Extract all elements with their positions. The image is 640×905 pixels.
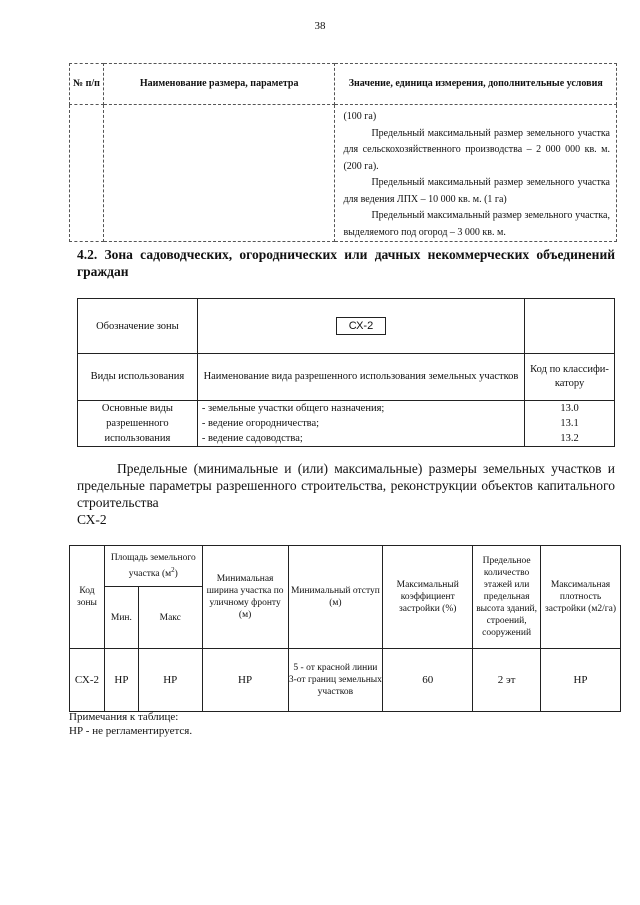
use-code: 13.0 [560, 403, 579, 414]
cell-max-density: НР [541, 649, 621, 712]
value-paragraph: Предельный максимальный размер земельного участка для сельскохозяйственного производства – 2 000 000 кв. м. (200 га). [343, 127, 610, 172]
use-name: - ведение огородничества; [201, 418, 320, 429]
zone-code-cell [197, 299, 524, 354]
parameters-table-continued [69, 63, 617, 242]
cell-zone-code: СХ-2 [70, 649, 105, 712]
cell-area-max: НР [138, 649, 202, 712]
use-name: - ведение садоводства; [201, 433, 303, 444]
limits-paragraph: Предельные (минимальные и (или) максимальные) размеры земельных участков и предельные параметры разрешенного строительства, реконструкции объектов капитального строительства [77, 461, 615, 510]
header-uses: Виды использования [78, 354, 198, 401]
row-label: Основные виды разрешенного использования [78, 401, 198, 447]
header-code: Код по классифи-катору [525, 354, 615, 401]
value-paragraph: Предельный максимальный размер земельного участка, выделяемого под огород – 3 000 кв. м. [343, 210, 610, 238]
cell-min-setback: 5 - от красной линии 3-от границ земельных участков [288, 649, 383, 712]
cell-value [335, 105, 617, 242]
zone-row [78, 299, 615, 354]
header-area-max: Макс [138, 587, 202, 649]
cell-parameter [103, 105, 335, 242]
zone-label-cell: Обозначение зоны [78, 299, 198, 354]
cell-min-width: НР [202, 649, 288, 712]
table-row [70, 105, 617, 242]
header-area: Площадь земельного участка $(м^2)$ [104, 546, 202, 587]
notes-text: НР - не регламентируется. [69, 725, 193, 737]
use-code: 13.1 [560, 418, 579, 429]
section-title: 4.2. Зона садоводческих, огороднических или дачных некоммерческих объединений граждан [77, 247, 615, 279]
use-name: - земельные участки общего назначения; [201, 403, 385, 414]
cell-max-floors: 2 эт [473, 649, 541, 712]
zone-limits-table [69, 545, 621, 712]
cell-area-min: НР [104, 649, 138, 712]
header-max-floors: Предельное количество этажей или предельная высота зданий, строений, сооружений [473, 546, 541, 649]
header-use-name: Наименование вида разрешенного использования земельных участков [197, 354, 524, 401]
use-codes [525, 401, 615, 447]
use-code: 13.2 [560, 433, 579, 444]
header-parameter-name: Наименование размера, параметра [103, 64, 335, 105]
use-names [197, 401, 524, 447]
cell-max-coverage: 60 [383, 649, 473, 712]
value-paragraph: Предельный максимальный размер земельного участка для ведения ЛПХ – 10 000 кв. м. (1 га) [343, 177, 610, 205]
page-number: 38 [314, 20, 326, 32]
header-max-coverage: Максимальный коэффициент застройки (%) [383, 546, 473, 649]
zone-uses-table [77, 298, 615, 447]
notes-title: Примечания к таблице: [69, 711, 179, 723]
zone-code-box: СХ-2 [336, 317, 386, 335]
header-area-min: Мин. [104, 587, 138, 649]
empty-cell [525, 299, 615, 354]
header-min-setback: Минимальный отступ (м) [288, 546, 383, 649]
header-max-density: Максимальная плотность застройки (м2/га) [541, 546, 621, 649]
table-header-row [78, 354, 615, 401]
value-line: (100 га) [343, 111, 377, 122]
table-header-row [70, 546, 621, 587]
zone-code-label: СХ-2 [77, 512, 107, 527]
cell-number [70, 105, 104, 242]
table-row [70, 649, 621, 712]
table-row [78, 401, 615, 447]
table-header-row [70, 64, 617, 105]
header-number: № п/п [70, 64, 104, 105]
header-zone-code: Код зоны [70, 546, 105, 649]
header-min-width: Минимальная ширина участка по уличному фронту (м) [202, 546, 288, 649]
header-value: Значение, единица измерения, дополнительные условия [335, 64, 617, 105]
